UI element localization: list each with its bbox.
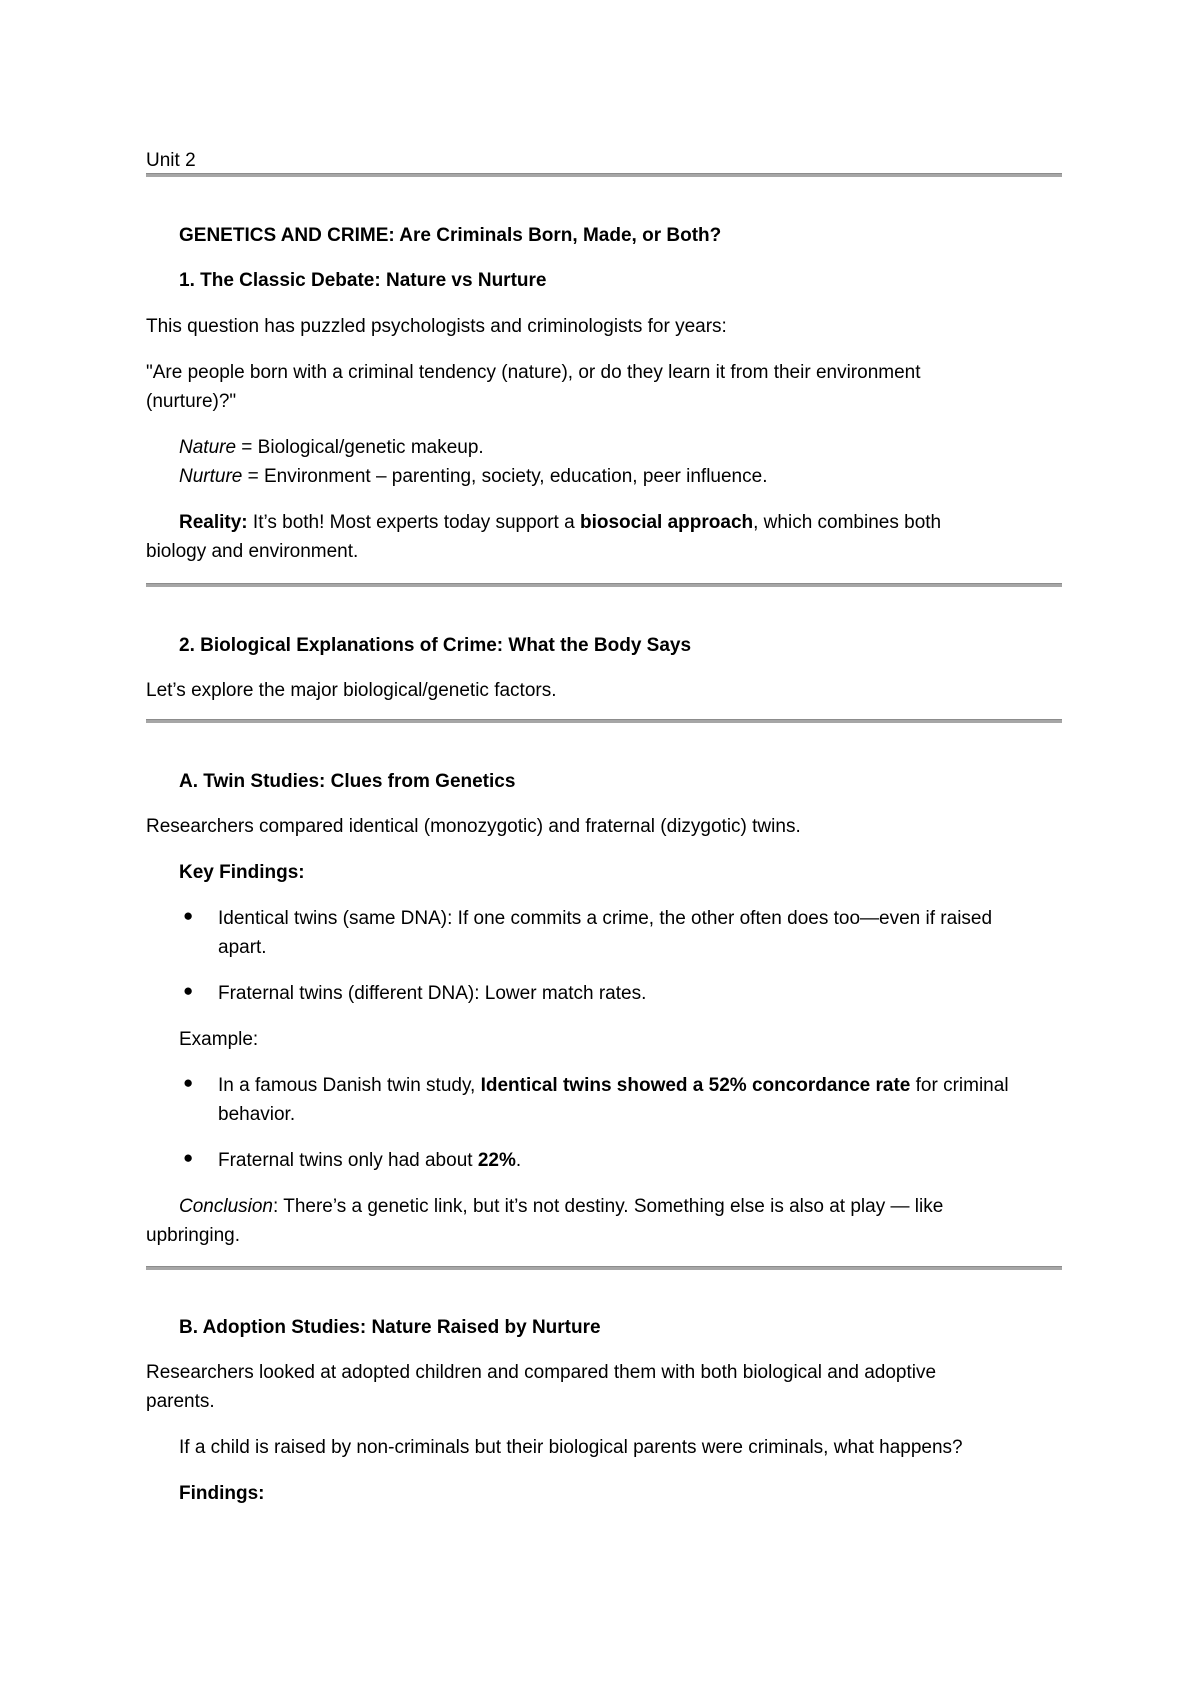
document-title: GENETICS AND CRIME: Are Criminals Born, Made, or Both? (179, 225, 722, 246)
subsection-heading: B. Adoption Studies: Nature Raised by Nurture (179, 1317, 601, 1338)
bullet-icon: ● (183, 1073, 194, 1092)
subsection-heading: A. Twin Studies: Clues from Genetics (179, 771, 516, 792)
list-item-continued: apart. (218, 937, 267, 958)
paragraph: Researchers compared identical (monozygotic) and fraternal (dizygotic) twins. (146, 816, 801, 837)
section-heading: 2. Biological Explanations of Crime: What the Body Says (179, 635, 692, 656)
page-header: Unit 2 (146, 150, 196, 171)
section-divider (146, 1266, 1062, 1270)
list-item (218, 1146, 521, 1175)
text: It’s both! Most experts today support a (247, 512, 580, 533)
conclusion-paragraph (179, 1192, 943, 1221)
section-divider (146, 719, 1062, 723)
text: Fraternal twins only had about (218, 1150, 478, 1171)
term: Conclusion (179, 1196, 273, 1217)
quote-line: "Are people born with a criminal tendency (nature), or do they learn it from their environment (146, 362, 921, 383)
paragraph: biology and environment. (146, 541, 359, 562)
list-item: Identical twins (same DNA): If one commits a crime, the other often does too—even if raised (218, 908, 993, 929)
header-divider (146, 173, 1062, 177)
reality-paragraph (179, 508, 941, 537)
text: . (515, 1150, 522, 1171)
emphasis: 22% (477, 1150, 516, 1171)
text: In a famous Danish twin study, (218, 1075, 481, 1096)
definition-nature (179, 433, 484, 462)
list-item (218, 1071, 1009, 1100)
section-heading: 1. The Classic Debate: Nature vs Nurture (179, 270, 547, 291)
paragraph: parents. (146, 1391, 215, 1412)
findings-label: Findings: (179, 1483, 265, 1504)
definition: = Environment – parenting, society, education, peer influence. (242, 466, 768, 487)
example-label: Example: (179, 1029, 259, 1050)
text: for criminal (910, 1075, 1009, 1096)
emphasis: Identical twins showed a 52% concordance rate (480, 1075, 911, 1096)
definition: = Biological/genetic makeup. (236, 437, 484, 458)
reality-label: Reality: (179, 512, 248, 533)
term: Nature (179, 437, 237, 458)
quote-line: (nurture)?" (146, 391, 237, 412)
section-divider (146, 583, 1062, 587)
paragraph: Let’s explore the major biological/genetic factors. (146, 680, 557, 701)
paragraph: Researchers looked at adopted children and compared them with both biological and adoptive (146, 1362, 937, 1383)
paragraph: upbringing. (146, 1225, 241, 1246)
list-item-continued: behavior. (218, 1104, 296, 1125)
term: Nurture (179, 466, 243, 487)
bullet-icon: ● (183, 906, 194, 925)
paragraph: This question has puzzled psychologists and criminologists for years: (146, 316, 727, 337)
text: , which combines both (753, 512, 942, 533)
question-paragraph: If a child is raised by non-criminals but their biological parents were criminals, what happens? (179, 1437, 963, 1458)
emphasis: biosocial approach (579, 512, 754, 533)
text: : There’s a genetic link, but it’s not destiny. Something else is also at play — like (273, 1196, 944, 1217)
bullet-icon: ● (183, 1148, 194, 1167)
key-findings-label: Key Findings: (179, 862, 305, 883)
list-item: Fraternal twins (different DNA): Lower match rates. (218, 983, 647, 1004)
bullet-icon: ● (183, 981, 194, 1000)
definition-nurture (179, 462, 767, 491)
